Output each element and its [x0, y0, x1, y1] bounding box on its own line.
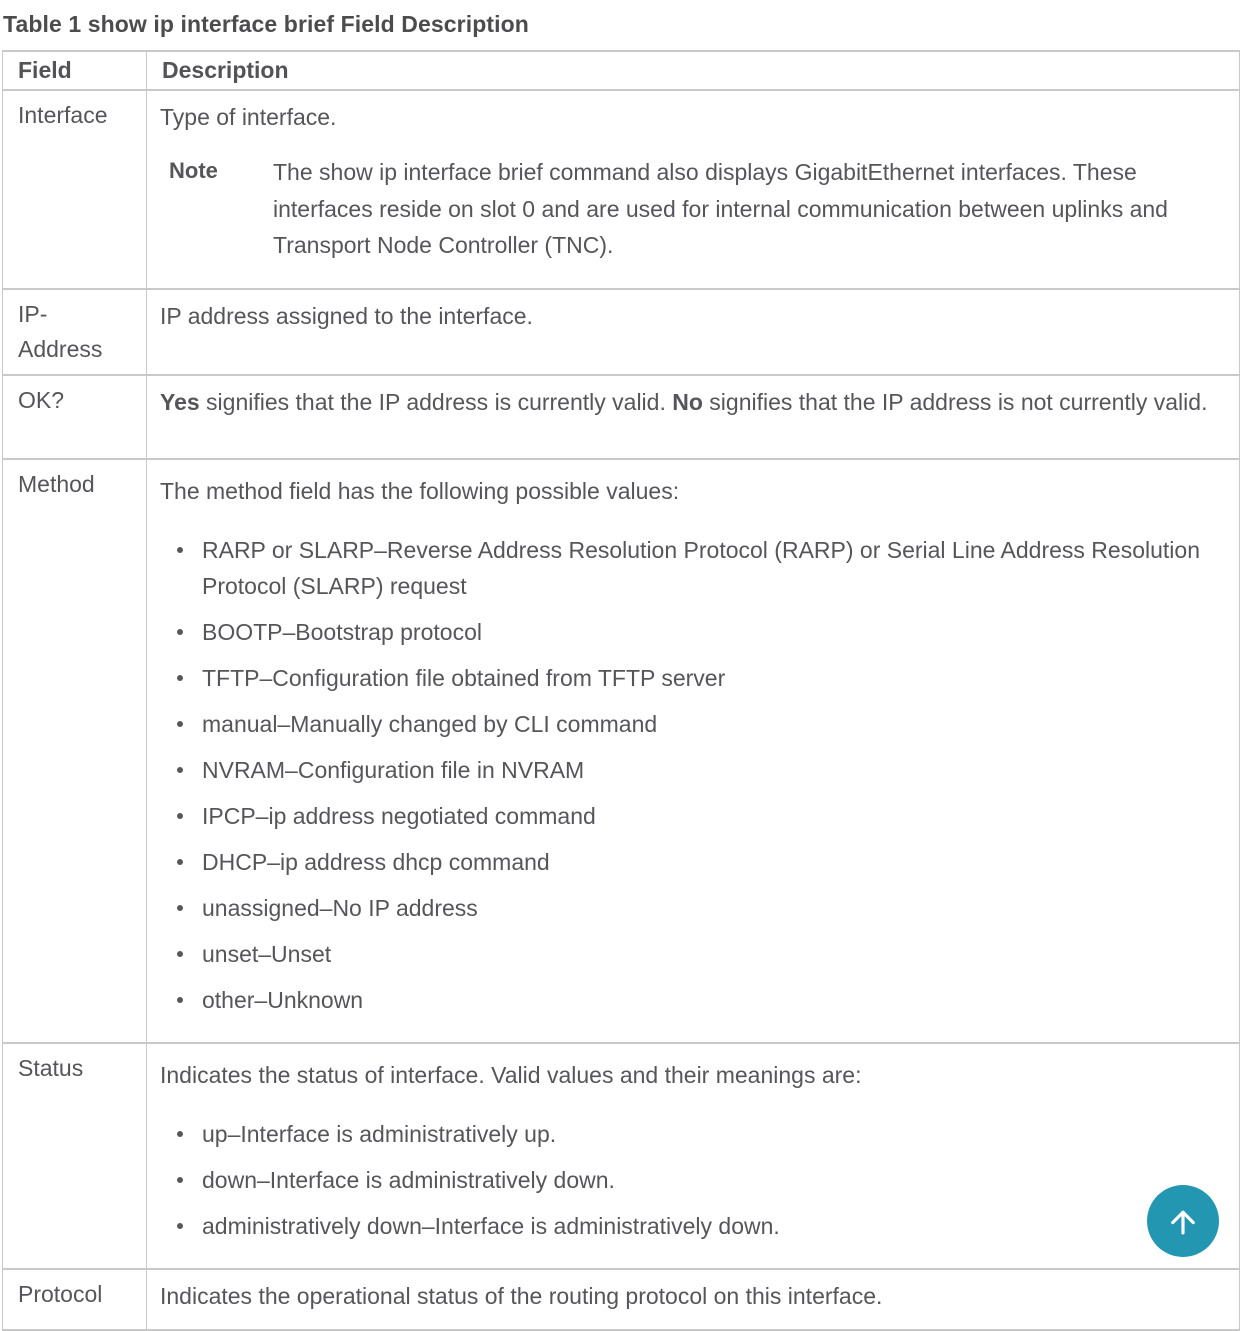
description-paragraph: [160, 298, 1219, 335]
field-description-table: [2, 50, 1240, 1331]
field-cell: OK?: [3, 375, 147, 459]
text-segment: signifies that the IP address is currently valid.: [199, 389, 673, 415]
table-row: [3, 1269, 1240, 1330]
note-block: [169, 154, 1219, 264]
bullet-item: RARP or SLARP–Reverse Address Resolution Protocol (RARP) or Serial Line Address Resolution Protocol (SLARP) request: [160, 532, 1219, 604]
bullet-item: down–Interface is administratively down.: [160, 1162, 1219, 1198]
description-paragraph: [160, 384, 1219, 421]
text-segment: signifies that the IP address is not currently valid.: [702, 389, 1208, 415]
table-body: [3, 90, 1240, 1330]
description-cell: [147, 289, 1240, 375]
table-row: [3, 375, 1240, 459]
bullet-item: DHCP–ip address dhcp command: [160, 844, 1219, 880]
note-text: The show ip interface brief command also displays GigabitEthernet interfaces. These interfaces reside on slot 0 and are used for internal communication between uplinks and Transport Node Controller (TNC).: [273, 159, 1168, 258]
bullet-list: [160, 532, 1219, 1018]
text-segment: Indicates the status of interface. Valid values and their meanings are:: [160, 1062, 862, 1088]
field-cell: IP-Address: [3, 289, 147, 375]
table-row: [3, 1043, 1240, 1269]
table-row: [3, 459, 1240, 1043]
text-segment: No: [672, 389, 703, 415]
table-row: [3, 289, 1240, 375]
header-row: [3, 51, 1240, 90]
bullet-item: administratively down–Interface is administratively down.: [160, 1208, 1219, 1244]
description-cell: [147, 90, 1240, 289]
bullet-item: TFTP–Configuration file obtained from TFTP server: [160, 660, 1219, 696]
table-header: [3, 51, 1240, 90]
description-cell: [147, 459, 1240, 1043]
table-title: Table 1 show ip interface brief Field Description: [3, 11, 529, 37]
text-segment: The method field has the following possible values:: [160, 478, 680, 504]
description-cell: [147, 375, 1240, 459]
table-row: [3, 90, 1240, 289]
bullet-item: unassigned–No IP address: [160, 890, 1219, 926]
bullet-item: NVRAM–Configuration file in NVRAM: [160, 752, 1219, 788]
field-cell: Interface: [3, 90, 147, 289]
description-paragraph: [160, 1057, 1219, 1094]
description-cell: [147, 1269, 1240, 1330]
back-to-top-button[interactable]: [1147, 1185, 1219, 1257]
field-cell: Method: [3, 459, 147, 1043]
bullet-item: other–Unknown: [160, 982, 1219, 1018]
description-cell: [147, 1043, 1240, 1269]
header-field: Field: [3, 51, 147, 90]
description-paragraph: [160, 99, 1219, 136]
arrow-up-icon: [1164, 1202, 1202, 1240]
text-segment: Indicates the operational status of the routing protocol on this interface.: [160, 1283, 883, 1309]
note-label: Note: [169, 158, 218, 183]
bullet-item: manual–Manually changed by CLI command: [160, 706, 1219, 742]
text-segment: Yes: [160, 389, 200, 415]
text-segment: IP address assigned to the interface.: [160, 303, 533, 329]
header-description: Description: [147, 51, 1240, 90]
bullet-item: up–Interface is administratively up.: [160, 1116, 1219, 1152]
bullet-item: BOOTP–Bootstrap protocol: [160, 614, 1219, 650]
text-segment: Type of interface.: [160, 104, 337, 130]
description-paragraph: [160, 473, 1219, 510]
field-cell: Status: [3, 1043, 147, 1269]
bullet-item: IPCP–ip address negotiated command: [160, 798, 1219, 834]
bullet-list: [160, 1116, 1219, 1244]
description-paragraph: [160, 1278, 1219, 1315]
field-cell: Protocol: [3, 1269, 147, 1330]
bullet-item: unset–Unset: [160, 936, 1219, 972]
